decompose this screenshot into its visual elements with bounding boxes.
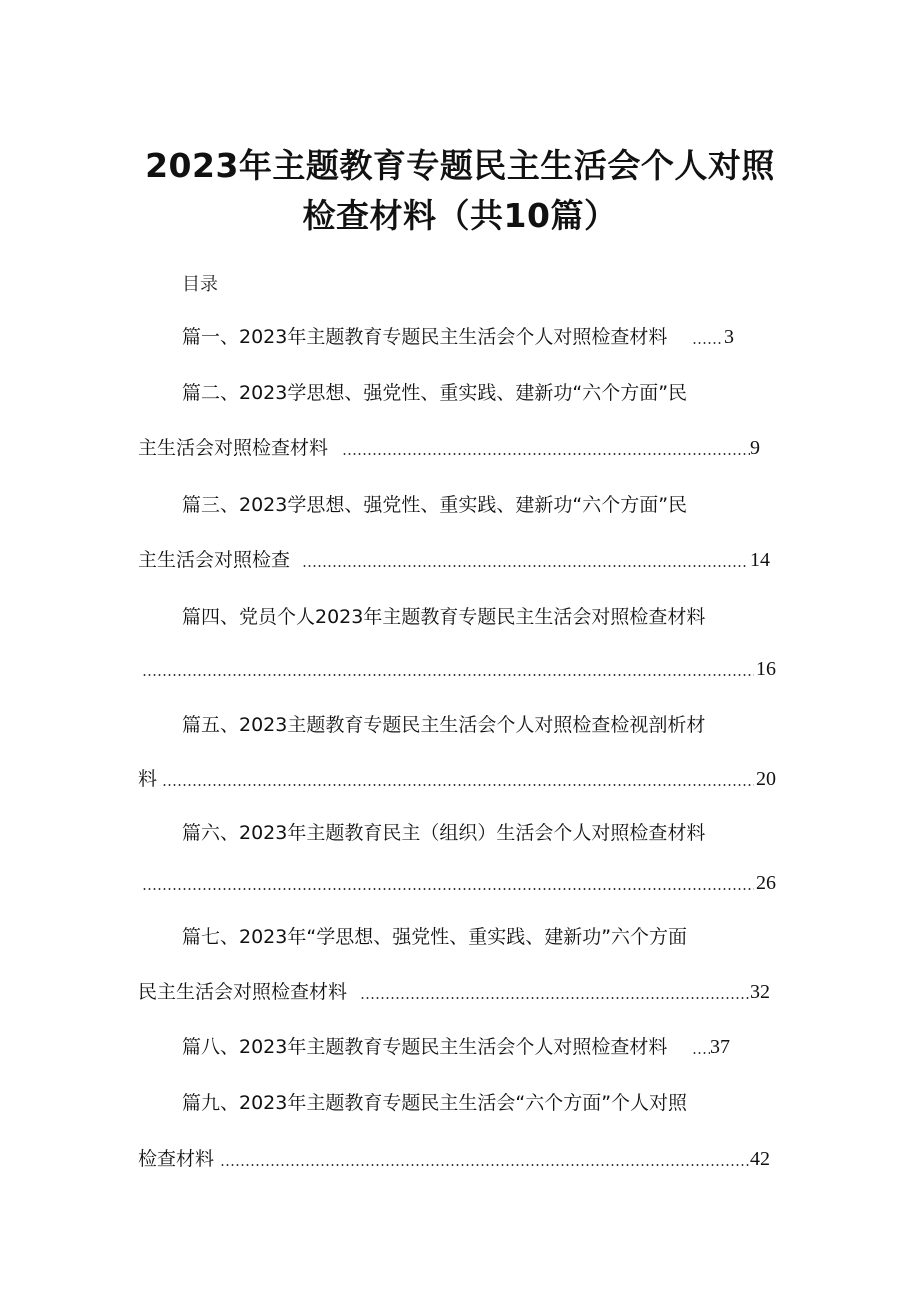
toc-leader-dots [142,674,754,676]
toc-entry-4-line-1[interactable] [182,602,762,632]
toc-leader-dots [692,1052,710,1054]
toc-entry-9-title-cont: 检查材料 [138,1148,215,1170]
toc-entry-3-title: 篇三、2023学思想、强党性、重实践、建新功“六个方面”民 [182,494,688,516]
toc-entry-8-title: 篇八、2023年主题教育专题民主生活会个人对照检查材料 [182,1036,668,1058]
toc-entry-5-page: 20 [756,768,776,790]
toc-entry-3-line-2[interactable] [138,545,770,575]
toc-entry-7-title-cont: 民主生活会对照检查材料 [138,981,348,1003]
toc-entry-7-line-2[interactable] [138,977,770,1007]
toc-entry-6-page: 26 [756,872,776,894]
toc-entry-2-line-1[interactable] [182,378,762,408]
toc-leader-dots [360,997,750,999]
toc-entry-7-title: 篇七、2023年“学思想、强党性、重实践、建新功”六个方面 [182,926,688,948]
toc-entry-4-title: 篇四、党员个人2023年主题教育专题民主生活会对照检查材料 [182,606,706,628]
toc-entry-5-title-cont: 料 [138,768,158,790]
toc-entry-2-page: 9 [750,437,760,459]
toc-entry-1-title: 篇一、2023年主题教育专题民主生活会个人对照检查材料 [182,326,668,348]
toc-leader-dots [342,453,750,455]
document-title-line-2: 检查材料（共10篇） [302,196,618,235]
toc-entry-4-line-2[interactable] [138,654,776,684]
toc-entry-3-title-cont: 主生活会对照检查 [138,549,291,571]
toc-entry-5-line-2[interactable] [138,764,776,794]
toc-entry-7-line-1[interactable] [182,922,762,952]
toc-entry-8-page: 37 [710,1036,730,1058]
toc-entry-6-title: 篇六、2023年主题教育民主（组织）生活会个人对照检查材料 [182,822,706,844]
toc-entry-6-line-2[interactable] [138,868,776,898]
toc-leader-dots [162,784,754,786]
toc-entry-2-title-cont: 主生活会对照检查材料 [138,437,329,459]
toc-entry-1[interactable] [182,322,762,352]
toc-leader-dots [142,888,754,890]
toc-entry-3-page: 14 [750,549,770,571]
toc-entry-6-line-1[interactable] [182,818,762,848]
toc-entry-4-page: 16 [756,658,776,680]
toc-leader-dots [692,342,722,344]
toc-entry-5-line-1[interactable] [182,710,762,740]
toc-entry-1-page: 3 [724,326,734,348]
toc-entry-5-title: 篇五、2023主题教育专题民主生活会个人对照检查检视剖析材 [182,714,706,736]
toc-entry-9-line-2[interactable] [138,1144,770,1174]
toc-entry-7-page: 32 [750,981,770,1003]
document-title-line-1: 2023年主题教育专题民主生活会个人对照 [145,146,775,185]
toc-entry-9-title: 篇九、2023年主题教育专题民主生活会“六个方面”个人对照 [182,1092,688,1114]
toc-entry-2-line-2[interactable] [138,433,762,463]
toc-entry-9-line-1[interactable] [182,1088,762,1118]
toc-entry-8[interactable] [182,1032,762,1062]
toc-leader-dots [220,1164,750,1166]
toc-entry-2-title: 篇二、2023学思想、强党性、重实践、建新功“六个方面”民 [182,382,688,404]
toc-label: 目录 [182,274,218,295]
toc-leader-dots [302,565,748,567]
toc-entry-3-line-1[interactable] [182,490,762,520]
toc-entry-9-page: 42 [750,1148,770,1170]
